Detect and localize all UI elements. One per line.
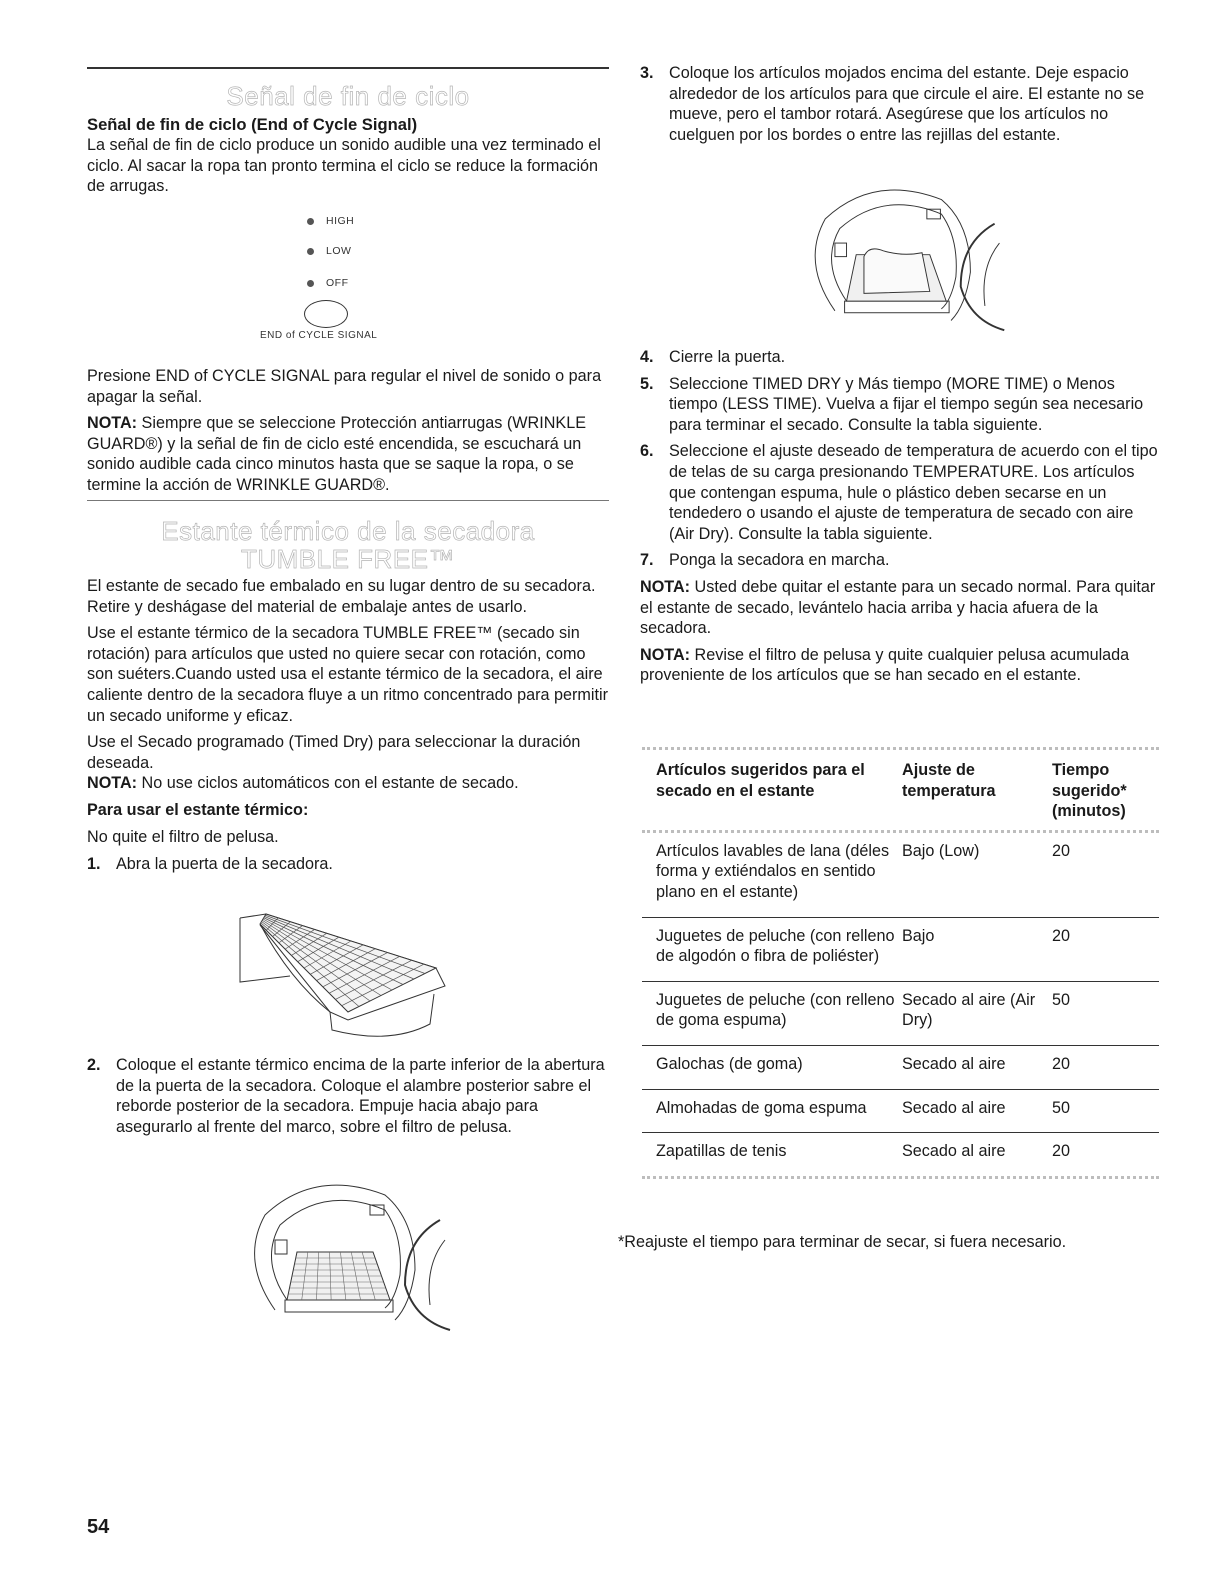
section-end-of-cycle-instructions xyxy=(87,366,609,496)
step-number: 3. xyxy=(640,64,654,82)
step-number: 1. xyxy=(87,854,101,873)
cell-temperature: Secado al aire (Air Dry) xyxy=(902,981,1052,1045)
cell-item: Juguetes de peluche (con relleno de goma espuma) xyxy=(642,981,902,1045)
note-text: No use ciclos automáticos con el estante de secado. xyxy=(137,774,519,793)
step-number: 7. xyxy=(640,551,654,570)
table-row xyxy=(642,1045,1159,1089)
step-item xyxy=(87,1055,609,1137)
cell-item: Galochas (de goma) xyxy=(642,1045,902,1089)
header-items: Artículos sugeridos para el secado en el estante xyxy=(656,761,865,800)
step-text: Seleccione TIMED DRY y Más tiempo (MORE TIME) o Menos tiempo (LESS TIME). Vuelva a fijar el tiempo según sea necesario para terminar el secado. Consulte la tabla siguiente. xyxy=(669,374,1144,434)
step-text: Seleccione el ajuste deseado de temperatura de acuerdo con el tipo de telas de su carga presionando TEMPERATURE. Los artículos que contengan espuma, hule o plástico deben secarse en un tendedero o usando el ajuste de temperatura de secado con aire (Air Dry). Consulte la tabla siguiente. xyxy=(669,442,1158,543)
option-off: OFF xyxy=(307,277,349,289)
instruction-paragraph: Presione END of CYCLE SIGNAL para regular el nivel de sonido o para apagar la señal. xyxy=(87,367,602,406)
section-ghost-title: Estante térmico de la secadora xyxy=(161,516,535,546)
section-rule xyxy=(87,500,609,501)
step-text: Cierre la puerta. xyxy=(669,348,786,366)
table-header-row xyxy=(642,750,1159,830)
paragraph: El estante de secado fue embalado en su lugar dentro de su secadora. Retire y deshágase del material de embalaje antes de usarlo. xyxy=(87,577,596,616)
option-high: HIGH xyxy=(307,215,354,227)
indicator-light-icon xyxy=(307,218,314,225)
table-row xyxy=(642,917,1159,981)
cell-time: 20 xyxy=(1052,1045,1159,1089)
step-item xyxy=(640,347,1160,368)
step-text: Coloque los artículos mojados encima del estante. Deje espacio alrededor de los artículos para que circule el aire. El estante no se mueve, pero el tambor rotará. Asegúrese que los artículos no cuelguen por los bordes o entre las rejillas del estante. xyxy=(669,64,1145,144)
paragraph: Use el estante térmico de la secadora TUMBLE FREE™ (secado sin rotación) para artículos que usted no quiere secar con rotación, como son suéters.Cuando usted usa el estante térmico de la secadora, el aire caliente dentro de la secadora fluye a un ritmo concentrado para permitir un secado uniforme y eficaz. xyxy=(87,624,608,725)
indicator-light-icon xyxy=(307,248,314,255)
note-label: NOTA: xyxy=(640,645,691,664)
cell-time: 50 xyxy=(1052,981,1159,1045)
drying-rack-table xyxy=(642,747,1159,1179)
step-text: Abra la puerta de la secadora. xyxy=(116,854,333,873)
header-time: Tiempo sugerido* (minutos) xyxy=(1052,761,1127,821)
step-item xyxy=(640,374,1160,436)
table-row xyxy=(642,981,1159,1045)
table-footnote: *Reajuste el tiempo para terminar de secar, si fuera necesario. xyxy=(618,1233,1067,1251)
intro-paragraph: La señal de fin de ciclo produce un sonido audible una vez terminado el ciclo. Al sacar la ropa tan pronto termina el ciclo se reduce la formación de arrugas. xyxy=(87,136,601,196)
indicator-light-icon xyxy=(307,280,314,287)
section-ghost-title: Señal de fin de ciclo xyxy=(226,81,470,111)
cell-time: 50 xyxy=(1052,1089,1159,1133)
cell-temperature: Secado al aire xyxy=(902,1089,1052,1133)
table-bottom-border xyxy=(642,1176,1159,1179)
cell-item: Almohadas de goma espuma xyxy=(642,1089,902,1133)
note-label: NOTA: xyxy=(87,414,138,433)
option-low: LOW xyxy=(307,245,351,257)
section-step-2 xyxy=(87,1055,609,1137)
rack-with-items-illustration xyxy=(805,185,1010,335)
step-item xyxy=(640,63,1160,145)
note-label: NOTA: xyxy=(87,774,138,793)
step-item xyxy=(640,550,1160,571)
end-of-cycle-signal-button[interactable] xyxy=(304,300,348,328)
cell-temperature: Secado al aire xyxy=(902,1142,1006,1161)
page-number: 54 xyxy=(87,1516,110,1538)
step-number: 2. xyxy=(87,1056,101,1074)
section-heading: Señal de fin de ciclo (End of Cycle Signal) xyxy=(87,115,418,134)
table-row xyxy=(642,1133,1159,1176)
end-of-cycle-control-panel xyxy=(260,212,460,347)
note-paragraph xyxy=(640,645,1160,686)
subheading: Para usar el estante térmico: xyxy=(87,800,309,819)
section-ghost-title-line2: TUMBLE FREE™ xyxy=(240,544,456,574)
cell-temperature: Bajo xyxy=(902,917,1052,981)
note-paragraph xyxy=(87,413,609,495)
note-paragraph xyxy=(87,773,609,794)
header-temperature: Ajuste de temperatura xyxy=(902,761,996,800)
cell-item: Artículos lavables de lana (déles forma y extiéndalos en sentido plano en el estante) xyxy=(642,833,902,917)
step-number: 6. xyxy=(640,442,654,461)
paragraph: Use el Secado programado (Timed Dry) para seleccionar la duración deseada. xyxy=(87,733,581,772)
cell-time: 20 xyxy=(1052,833,1159,917)
cell-time: 20 xyxy=(1052,1142,1071,1161)
section-end-of-cycle xyxy=(87,82,609,197)
table-row xyxy=(642,833,1159,917)
cell-temperature: Bajo (Low) xyxy=(902,833,1052,917)
step-item xyxy=(87,854,609,875)
step-item xyxy=(640,441,1160,544)
note-label: NOTA: xyxy=(640,577,691,596)
rack-in-dryer-illustration xyxy=(245,1180,455,1335)
step-text: Coloque el estante térmico encima de la parte inferior de la abertura de la puerta de la secadora. Coloque el alambre posterior sabre el reborde posterior de la secadora. Empuje hacia abajo para asegurarlo al frente del marco, sobre el filtro de pelusa. xyxy=(116,1056,605,1136)
pre-step-paragraph: No quite el filtro de pelusa. xyxy=(87,827,279,846)
note-text: Usted debe quitar el estante para un secado normal. Para quitar el estante de secado, levántelo hacia arriba y hacia afuera de la secadora. xyxy=(640,577,1156,638)
note-paragraph xyxy=(640,577,1160,639)
section-steps-4-7 xyxy=(640,347,1160,686)
cell-time: 20 xyxy=(1052,917,1159,981)
section-step-3 xyxy=(640,63,1160,145)
section-tumble-free xyxy=(87,517,609,874)
cell-item: Juguetes de peluche (con relleno de algodón o fibra de poliéster) xyxy=(642,917,902,981)
note-text: Siempre que se seleccione Protección antiarrugas (WRINKLE GUARD®) y la señal de fin de ciclo esté encendida, se escuchará un sonido audible cada cinco minutos hasta que se saque la ropa, o se termine la acción de WRINKLE GUARD®. xyxy=(87,414,587,494)
cell-temperature: Secado al aire xyxy=(902,1045,1052,1089)
top-rule xyxy=(87,67,609,69)
step-number: 4. xyxy=(640,348,654,366)
button-label: END of CYCLE SIGNAL xyxy=(260,330,378,341)
cell-item: Zapatillas de tenis xyxy=(656,1142,787,1161)
note-text: Revise el filtro de pelusa y quite cualquier pelusa acumulada proveniente de los artículos que se han secado en el estante. xyxy=(640,645,1130,685)
step-text: Ponga la secadora en marcha. xyxy=(669,551,890,570)
step-number: 5. xyxy=(640,374,654,393)
drying-rack-illustration xyxy=(230,900,460,1040)
table-row xyxy=(642,1089,1159,1133)
